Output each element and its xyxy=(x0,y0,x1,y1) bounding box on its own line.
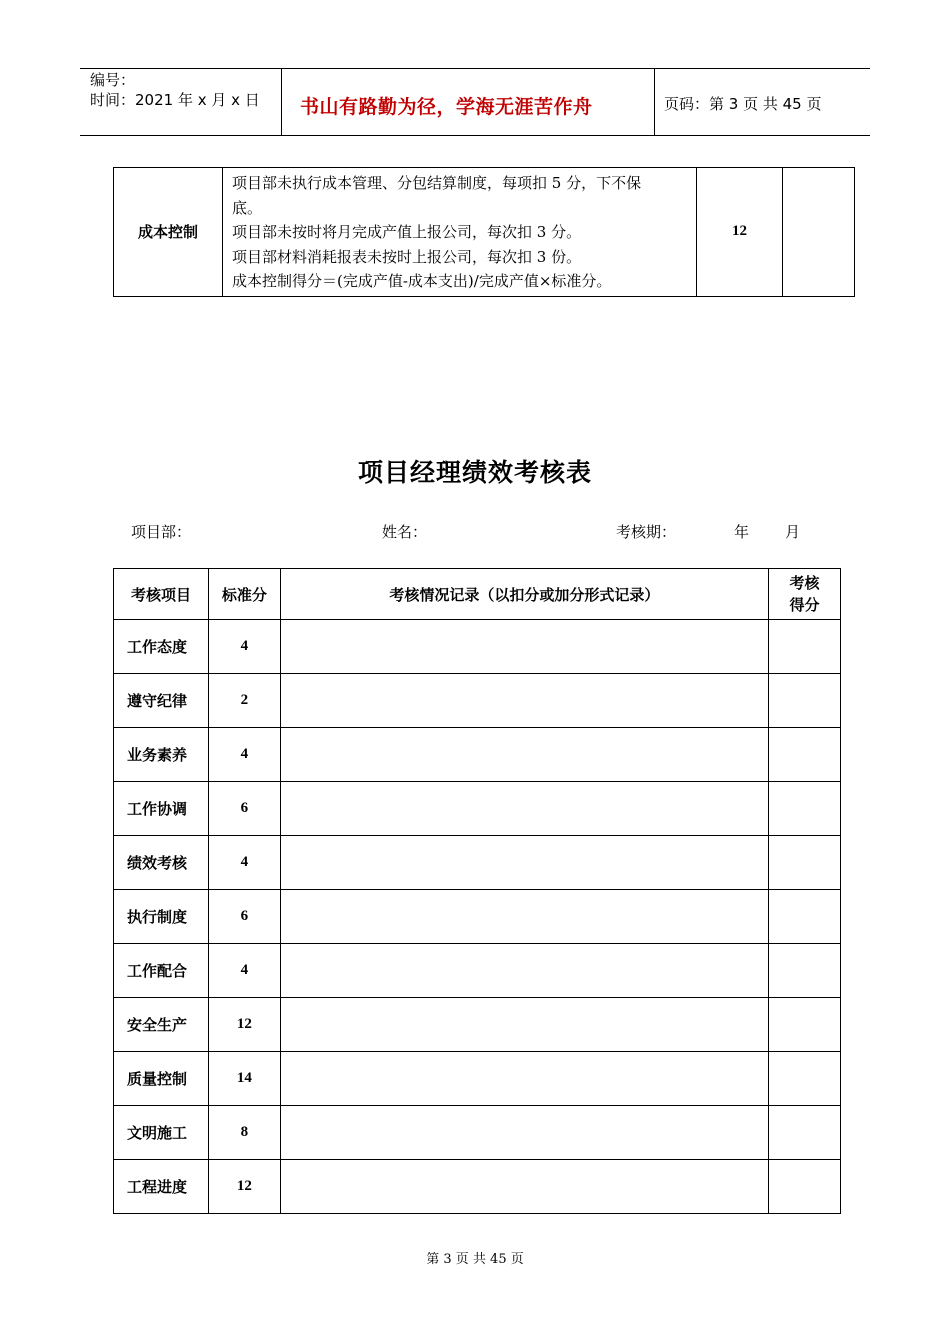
table-row xyxy=(114,782,841,836)
cost-result-cell xyxy=(783,168,855,297)
row-score-cell xyxy=(769,890,841,944)
cost-rules xyxy=(223,168,697,297)
header-score-line: 得分 xyxy=(789,596,820,614)
month-label: 月 xyxy=(785,523,801,541)
header-divider xyxy=(281,68,282,136)
row-score-cell xyxy=(769,1052,841,1106)
row-standard-score: 2 xyxy=(208,674,280,728)
row-standard-score: 4 xyxy=(208,836,280,890)
row-item: 工作配合 xyxy=(114,944,209,998)
table-row xyxy=(114,674,841,728)
row-record-cell xyxy=(280,620,768,674)
row-record-cell xyxy=(280,1052,768,1106)
page-title: 项目经理绩效考核表 xyxy=(357,458,592,487)
name-label: 姓名： xyxy=(382,523,428,541)
table-row xyxy=(114,728,841,782)
table-row xyxy=(114,836,841,890)
row-record-cell xyxy=(280,944,768,998)
row-score-cell xyxy=(769,782,841,836)
year-label: 年 xyxy=(734,523,750,541)
row-score-cell xyxy=(769,620,841,674)
header-top-rule xyxy=(80,68,870,69)
evaluation-table xyxy=(113,568,841,1214)
table-row xyxy=(114,620,841,674)
period-label: 考核期： xyxy=(616,523,677,541)
row-standard-score: 14 xyxy=(208,1052,280,1106)
row-standard-score: 6 xyxy=(208,890,280,944)
row-record-cell xyxy=(280,836,768,890)
row-item: 工作态度 xyxy=(114,620,209,674)
header-bottom-rule xyxy=(80,135,870,136)
table-row xyxy=(114,1160,841,1214)
row-standard-score: 12 xyxy=(208,1160,280,1214)
row-record-cell xyxy=(280,890,768,944)
cost-control-table xyxy=(113,167,855,297)
header-divider xyxy=(654,68,655,136)
rule-line: 成本控制得分＝(完成产值-成本支出)/完成产值×标准分。 xyxy=(232,272,612,290)
page-info: 页码：第 3 页 共 45 页 xyxy=(664,95,822,113)
page-footer: 第 3 页 共 45 页 xyxy=(426,1252,524,1267)
row-item: 执行制度 xyxy=(114,890,209,944)
header-item: 考核项目 xyxy=(114,569,209,620)
row-standard-score: 4 xyxy=(208,620,280,674)
row-record-cell xyxy=(280,998,768,1052)
rule-line: 项目部未按时将月完成产值上报公司，每次扣 3 分。 xyxy=(232,223,582,241)
row-item: 工作协调 xyxy=(114,782,209,836)
header-record: 考核情况记录（以扣分或加分形式记录） xyxy=(280,569,768,620)
motto: 书山有路勤为径，学海无涯苦作舟 xyxy=(300,96,593,118)
row-standard-score: 4 xyxy=(208,728,280,782)
row-record-cell xyxy=(280,782,768,836)
row-record-cell xyxy=(280,1106,768,1160)
row-score-cell xyxy=(769,728,841,782)
row-score-cell xyxy=(769,944,841,998)
table-row xyxy=(114,998,841,1052)
table-row xyxy=(114,1052,841,1106)
rule-line: 项目部未执行成本管理、分包结算制度，每项扣 5 分，下不保 xyxy=(232,174,642,192)
row-item: 绩效考核 xyxy=(114,836,209,890)
table-row xyxy=(114,1106,841,1160)
row-score-cell xyxy=(769,1160,841,1214)
table-header-row xyxy=(114,569,841,620)
rule-line: 项目部材料消耗报表未按时上报公司，每次扣 3 份。 xyxy=(232,247,582,266)
row-score-cell xyxy=(769,836,841,890)
row-item: 安全生产 xyxy=(114,998,209,1052)
row-standard-score: 4 xyxy=(208,944,280,998)
row-record-cell xyxy=(280,728,768,782)
row-standard-score: 8 xyxy=(208,1106,280,1160)
row-standard-score: 6 xyxy=(208,782,280,836)
table-row xyxy=(114,944,841,998)
header-standard: 标准分 xyxy=(208,569,280,620)
rule-line: 底。 xyxy=(232,198,263,217)
cost-item-label: 成本控制 xyxy=(114,168,223,297)
serial-label: 编号： xyxy=(90,71,136,89)
row-item: 质量控制 xyxy=(114,1052,209,1106)
row-item: 遵守纪律 xyxy=(114,674,209,728)
row-item: 工程进度 xyxy=(114,1160,209,1214)
row-score-cell xyxy=(769,674,841,728)
dept-label: 项目部： xyxy=(131,523,192,541)
row-item: 文明施工 xyxy=(114,1106,209,1160)
table-row xyxy=(114,890,841,944)
header-score xyxy=(769,569,841,620)
row-score-cell xyxy=(769,998,841,1052)
row-record-cell xyxy=(280,674,768,728)
cost-standard-score: 12 xyxy=(697,168,783,297)
row-score-cell xyxy=(769,1106,841,1160)
time-label: 时间：2021 年 x 月 x 日 xyxy=(90,91,260,109)
header-score-line: 考核 xyxy=(789,574,820,592)
row-record-cell xyxy=(280,1160,768,1214)
row-standard-score: 12 xyxy=(208,998,280,1052)
row-item: 业务素养 xyxy=(114,728,209,782)
